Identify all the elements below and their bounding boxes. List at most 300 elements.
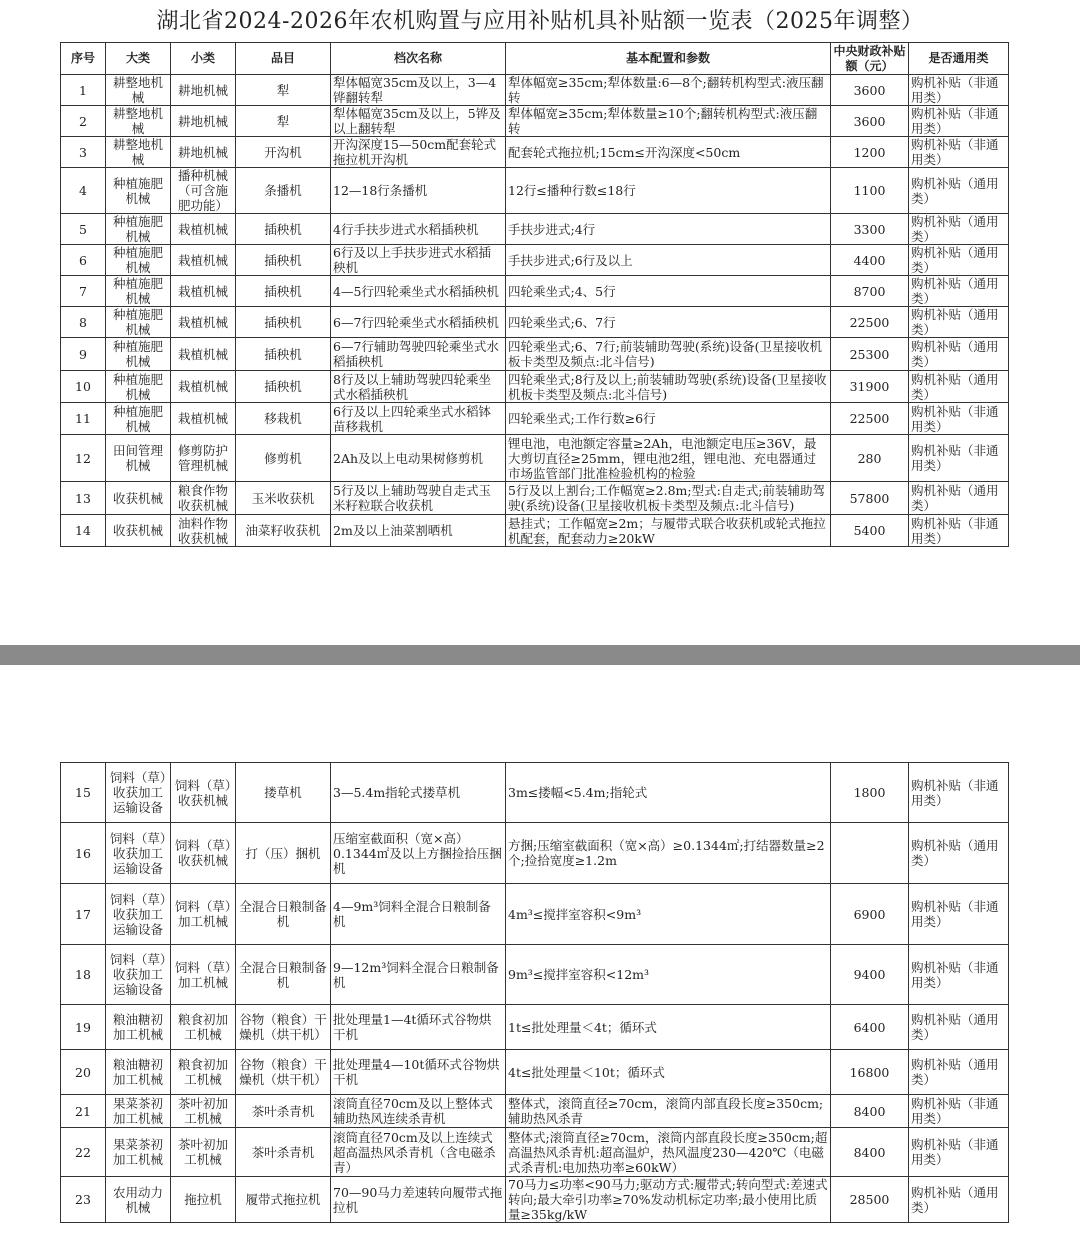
row-number: 23: [75, 1192, 91, 1207]
row-number-cell: [61, 1095, 106, 1128]
subsidy-table-page-1: [60, 42, 1009, 547]
subcategory: 茶叶初加工机械: [177, 1096, 228, 1126]
grade-name-cell: [331, 482, 506, 515]
header-cell: 基本配置和参数: [506, 43, 831, 75]
subsidy-amount-cell: [831, 884, 909, 945]
grade-name-cell: [331, 763, 506, 823]
general-type-cell: [909, 435, 1009, 482]
grade-name-cell: [331, 338, 506, 371]
grade-name: 批处理量1—4t循环式谷物烘干机: [333, 1012, 492, 1042]
general-type: 购机补贴（非通用类）: [911, 1137, 999, 1167]
configuration: 4t≤批处理量＜10t；循环式: [508, 1064, 665, 1080]
item-cell: [236, 75, 331, 106]
grade-name: 犁体幅宽35cm及以上，3—4铧翻转犁: [333, 75, 497, 105]
category: 粮油糖初加工机械: [112, 1012, 163, 1042]
grade-name: 4—9m³饲料全混合日粮制备机: [333, 899, 491, 929]
general-type-cell: [909, 371, 1009, 403]
subcategory: 栽植机械: [177, 221, 228, 237]
item-cell: [236, 945, 331, 1005]
header-cell: 档次名称: [331, 43, 506, 75]
item: 打（压）捆机: [245, 845, 321, 861]
subsidy-amount-cell: [831, 338, 909, 371]
subsidy-amount-cell: [831, 307, 909, 338]
item: 插秧机: [264, 252, 302, 268]
item: 全混合日粮制备机: [239, 899, 327, 929]
configuration: 3m≤搂幅<5.4m;指轮式: [508, 785, 648, 800]
table-row: [61, 482, 1009, 515]
row-number-cell: [61, 214, 106, 245]
table-row: [61, 137, 1009, 168]
configuration-cell: [506, 482, 831, 515]
subcategory: 栽植机械: [177, 411, 228, 426]
subsidy-amount: 6900: [853, 906, 886, 922]
item-cell: [236, 823, 331, 884]
row-number-cell: [61, 338, 106, 371]
configuration: 四轮乘坐式;6、7行;前装辅助驾驶(系统)设备(卫星接收机板卡类型及频点:北斗信号): [508, 339, 822, 369]
subcategory-cell: [171, 763, 236, 823]
subsidy-amount: 22500: [849, 314, 890, 330]
subcategory: 播种机械（可含施肥功能）: [177, 168, 228, 213]
subsidy-amount: 31900: [849, 379, 890, 394]
subsidy-amount-cell: [831, 1050, 909, 1095]
row-number-cell: [61, 435, 106, 482]
category: 种植施肥机械: [112, 307, 163, 337]
row-number: 15: [75, 785, 91, 800]
table-row: [61, 435, 1009, 482]
general-type-cell: [909, 884, 1009, 945]
configuration-cell: [506, 137, 831, 168]
configuration: 70马力≤功率<90马力;驱动方式:履带式;转向型式:差速式转向;最大牵引功率≥70%发动机标定功率;最小使用比质量≥35kg/kW: [508, 1177, 828, 1222]
item-cell: [236, 435, 331, 482]
item-cell: [236, 137, 331, 168]
page-title: 湖北省2024-2026年农机购置与应用补贴机具补贴额一览表（2025年调整）: [156, 9, 924, 34]
item-cell: [236, 1005, 331, 1050]
table-row: [61, 307, 1009, 338]
configuration-cell: [506, 763, 831, 823]
grade-name-cell: [331, 1128, 506, 1177]
subcategory: 粮食作物收获机械: [177, 483, 228, 513]
subcategory: 修剪防护管理机械: [177, 443, 228, 473]
configuration: 犁体幅宽≥35cm;犁体数量≥10个;翻转机构型式:液压翻转: [508, 106, 818, 136]
configuration: 四轮乘坐式;工作行数≥6行: [508, 411, 656, 426]
row-number-cell: [61, 945, 106, 1005]
configuration: 方捆;压缩室截面积（宽×高）≥0.1344㎡;打结器数量≥2个;捡拾宽度≥1.2m: [508, 838, 825, 868]
configuration-cell: [506, 1095, 831, 1128]
subcategory-cell: [171, 214, 236, 245]
subcategory-cell: [171, 371, 236, 403]
category: 果菜茶初加工机械: [112, 1096, 163, 1126]
subsidy-amount-cell: [831, 515, 909, 547]
subcategory-cell: [171, 75, 236, 106]
category-cell: [106, 403, 171, 435]
item: 犁: [276, 113, 290, 129]
row-number-cell: [61, 403, 106, 435]
table-row: [61, 1095, 1009, 1128]
category-cell: [106, 515, 171, 547]
subsidy-amount-cell: [831, 403, 909, 435]
row-number-cell: [61, 106, 106, 137]
grade-name: 4行手扶步进式水稻插秧机: [333, 221, 479, 237]
category-cell: [106, 435, 171, 482]
item-cell: [236, 338, 331, 371]
general-type-cell: [909, 307, 1009, 338]
configuration-cell: [506, 307, 831, 338]
general-type-cell: [909, 106, 1009, 137]
category: 耕整地机械: [112, 75, 163, 105]
general-type-cell: [909, 482, 1009, 515]
configuration-cell: [506, 884, 831, 945]
item: 插秧机: [264, 314, 302, 330]
subsidy-amount: 3600: [853, 113, 886, 129]
subsidy-amount-cell: [831, 245, 909, 276]
category: 果菜茶初加工机械: [112, 1137, 163, 1167]
subcategory-cell: [171, 403, 236, 435]
grade-name-cell: [331, 371, 506, 403]
general-type: 购机补贴（通用类）: [911, 838, 999, 868]
grade-name: 滚筒直径70cm及以上整体式辅助热风连续杀青机: [333, 1096, 493, 1126]
category: 粮油糖初加工机械: [112, 1057, 163, 1087]
category: 种植施肥机械: [112, 339, 163, 369]
row-number-cell: [61, 763, 106, 823]
row-number: 16: [75, 845, 91, 861]
subcategory: 耕地机械: [177, 144, 228, 160]
grade-name: 12—18行条播机: [333, 183, 428, 198]
item-cell: [236, 168, 331, 214]
item: 谷物（粮食）干燥机（烘干机）: [239, 1057, 327, 1087]
item: 谷物（粮食）干燥机（烘干机）: [239, 1012, 327, 1042]
item: 开沟机: [264, 144, 302, 160]
subcategory: 饲料（草）收获机械: [174, 838, 232, 868]
configuration: 5行及以上割台;工作幅宽≥2.8m;型式:自走式;前装辅助驾驶(系统)设备(卫星接收机板卡类型及频点:北斗信号): [508, 483, 826, 513]
row-number: 10: [75, 379, 91, 394]
category: 饲料（草）收获加工运输设备: [109, 830, 167, 876]
subsidy-amount-cell: [831, 75, 909, 106]
subcategory-cell: [171, 945, 236, 1005]
row-number: 13: [75, 490, 91, 506]
item: 条播机: [264, 183, 302, 198]
general-type: 购机补贴（非通用类）: [911, 899, 999, 929]
item: 插秧机: [264, 283, 302, 299]
category: 收获机械: [112, 490, 163, 506]
grade-name: 6—7行辅助驾驶四轮乘坐式水稻插秧机: [333, 339, 499, 369]
row-number: 3: [79, 144, 87, 160]
table-row: [61, 245, 1009, 276]
subcategory: 耕地机械: [177, 113, 228, 129]
subsidy-amount-cell: [831, 945, 909, 1005]
item: 犁: [276, 82, 290, 98]
table-row: [61, 1128, 1009, 1177]
subsidy-amount-cell: [831, 763, 909, 823]
header-cell: 序号: [61, 43, 106, 75]
grade-name-cell: [331, 307, 506, 338]
item-cell: [236, 482, 331, 515]
table-row: [61, 1005, 1009, 1050]
item-cell: [236, 1095, 331, 1128]
subcategory: 油料作物收获机械: [177, 515, 228, 546]
table-row: [61, 75, 1009, 106]
configuration: 12行≤播种行数≤18行: [508, 183, 636, 198]
subsidy-amount-cell: [831, 106, 909, 137]
subcategory-cell: [171, 1005, 236, 1050]
subsidy-amount-cell: [831, 371, 909, 403]
item: 履带式拖拉机: [245, 1192, 321, 1207]
item: 油菜籽收获机: [245, 523, 321, 538]
subsidy-amount: 16800: [849, 1064, 890, 1080]
row-number: 7: [79, 283, 87, 299]
category-cell: [106, 371, 171, 403]
header-cell: 大类: [106, 43, 171, 75]
subcategory-cell: [171, 884, 236, 945]
subsidy-amount-cell: [831, 482, 909, 515]
general-type: 购机补贴（非通用类）: [911, 777, 999, 808]
category-cell: [106, 75, 171, 106]
row-number-cell: [61, 168, 106, 214]
subsidy-amount: 57800: [849, 490, 890, 506]
grade-name-cell: [331, 435, 506, 482]
category: 种植施肥机械: [112, 214, 163, 244]
general-type: 购机补贴（非通用类）: [911, 137, 999, 167]
subcategory: 栽植机械: [177, 252, 228, 268]
general-type-cell: [909, 276, 1009, 307]
general-type: 购机补贴（通用类）: [911, 276, 999, 306]
item: 茶叶杀青机: [251, 1144, 315, 1160]
subsidy-amount-cell: [831, 137, 909, 168]
general-type-cell: [909, 137, 1009, 168]
general-type-cell: [909, 1128, 1009, 1177]
subsidy-amount: 1800: [853, 785, 886, 800]
grade-name-cell: [331, 823, 506, 884]
item-cell: [236, 371, 331, 403]
general-type-cell: [909, 823, 1009, 884]
configuration-cell: [506, 1128, 831, 1177]
category: 农用动力机械: [112, 1184, 163, 1215]
grade-name-cell: [331, 214, 506, 245]
grade-name: 3—5.4m指轮式搂草机: [333, 785, 461, 800]
row-number-cell: [61, 1050, 106, 1095]
grade-name-cell: [331, 1005, 506, 1050]
category: 耕整地机械: [112, 137, 163, 167]
general-type: 购机补贴（非通用类）: [911, 1096, 999, 1126]
subsidy-table-page-2: [60, 762, 1009, 1223]
grade-name: 70—90马力差速转向履带式拖拉机: [333, 1184, 503, 1215]
subsidy-amount-cell: [831, 1177, 909, 1223]
subsidy-amount: 3600: [853, 82, 886, 98]
category: 种植施肥机械: [112, 371, 163, 402]
row-number-cell: [61, 75, 106, 106]
grade-name: 滚筒直径70cm及以上连续式超高温热风杀青机（含电磁杀青）: [333, 1129, 496, 1175]
configuration-cell: [506, 823, 831, 884]
grade-name: 压缩室截面积（宽×高）0.1344㎡及以上方捆捡拾压捆机: [333, 830, 502, 876]
category-cell: [106, 245, 171, 276]
subcategory-cell: [171, 435, 236, 482]
configuration: 整体式，滚筒直径≥70cm，滚筒内部直段长度≥350cm;辅助热风杀青: [508, 1096, 824, 1126]
category: 收获机械: [112, 523, 163, 538]
category-cell: [106, 1050, 171, 1095]
subsidy-amount-cell: [831, 1128, 909, 1177]
grade-name-cell: [331, 1177, 506, 1223]
item: 玉米收获机: [251, 490, 315, 506]
row-number-cell: [61, 1005, 106, 1050]
subcategory: 栽植机械: [177, 283, 228, 299]
item-cell: [236, 763, 331, 823]
table-row: [61, 403, 1009, 435]
category: 种植施肥机械: [112, 276, 163, 306]
table-row: [61, 214, 1009, 245]
configuration: 四轮乘坐式;6、7行: [508, 314, 616, 330]
configuration: 四轮乘坐式;8行及以上;前装辅助驾驶(系统)设备(卫星接收机板卡类型及频点:北斗信号): [508, 371, 827, 402]
subcategory-cell: [171, 482, 236, 515]
general-type: 购机补贴（通用类）: [911, 1012, 999, 1042]
grade-name: 6行及以上手扶步进式水稻插秧机: [333, 245, 491, 275]
subcategory-cell: [171, 245, 236, 276]
general-type-cell: [909, 945, 1009, 1005]
configuration: 手扶步进式;6行及以上: [508, 252, 633, 268]
general-type: 购机补贴（非通用类）: [911, 75, 999, 105]
table-row: [61, 168, 1009, 214]
row-number: 22: [75, 1144, 91, 1160]
configuration: 1t≤批处理量＜4t；循环式: [508, 1019, 657, 1035]
configuration-cell: [506, 1177, 831, 1223]
configuration: 悬挂式；工作幅宽≥2m；与履带式联合收获机或轮式拖拉机配套，配套动力≥20kW: [508, 515, 826, 546]
row-number: 20: [75, 1064, 91, 1080]
page-separator: [0, 645, 1080, 665]
category-cell: [106, 482, 171, 515]
grade-name: 犁体幅宽35cm及以上，5铧及以上翻转犁: [333, 106, 501, 136]
table-row: [61, 1050, 1009, 1095]
subsidy-amount-cell: [831, 823, 909, 884]
configuration-cell: [506, 338, 831, 371]
subcategory-cell: [171, 106, 236, 137]
row-number: 17: [75, 906, 91, 922]
subcategory: 栽植机械: [177, 346, 228, 362]
subsidy-amount: 25300: [849, 346, 890, 362]
general-type: 购机补贴（通用类）: [911, 245, 999, 275]
general-type-cell: [909, 763, 1009, 823]
category: 种植施肥机械: [112, 175, 163, 206]
category-cell: [106, 106, 171, 137]
subcategory-cell: [171, 168, 236, 214]
category-cell: [106, 276, 171, 307]
subsidy-amount-cell: [831, 168, 909, 214]
configuration-cell: [506, 945, 831, 1005]
table-row: [61, 1177, 1009, 1223]
configuration-cell: [506, 168, 831, 214]
configuration: 9m³≤搅拌室容积<12m³: [508, 967, 650, 982]
row-number-cell: [61, 884, 106, 945]
category-cell: [106, 1095, 171, 1128]
grade-name: 6—7行四轮乘坐式水稻插秧机: [333, 314, 499, 330]
subsidy-amount: 4400: [853, 252, 886, 268]
category-cell: [106, 338, 171, 371]
table-row: [61, 763, 1009, 823]
row-number: 2: [79, 113, 87, 129]
grade-name-cell: [331, 945, 506, 1005]
subcategory: 粮食初加工机械: [177, 1012, 228, 1042]
row-number: 18: [75, 967, 91, 982]
header-cell: 小类: [171, 43, 236, 75]
configuration-cell: [506, 276, 831, 307]
configuration-cell: [506, 515, 831, 547]
subsidy-amount-cell: [831, 435, 909, 482]
subcategory: 栽植机械: [177, 379, 228, 394]
item: 全混合日粮制备机: [239, 959, 327, 990]
item: 修剪机: [264, 450, 302, 466]
item: 搂草机: [264, 785, 302, 800]
item-cell: [236, 214, 331, 245]
subsidy-amount-cell: [831, 1005, 909, 1050]
category: 耕整地机械: [112, 106, 163, 136]
category: 饲料（草）收获加工运输设备: [109, 770, 167, 815]
table-row: [61, 823, 1009, 884]
subcategory-cell: [171, 823, 236, 884]
general-type: 购机补贴（非通用类）: [911, 106, 999, 136]
category-cell: [106, 763, 171, 823]
general-type-cell: [909, 245, 1009, 276]
general-type: 购机补贴（通用类）: [911, 371, 999, 402]
subcategory: 拖拉机: [184, 1192, 222, 1207]
subcategory-cell: [171, 338, 236, 371]
grade-name: 开沟深度15—50cm配套轮式拖拉机开沟机: [333, 137, 497, 167]
grade-name: 批处理量4—10t循环式谷物烘干机: [333, 1057, 500, 1087]
row-number-cell: [61, 1128, 106, 1177]
category: 田间管理机械: [112, 443, 163, 473]
subsidy-amount: 3300: [853, 221, 886, 237]
subcategory: 饲料（草）加工机械: [174, 959, 232, 990]
configuration-cell: [506, 371, 831, 403]
general-type-cell: [909, 168, 1009, 214]
general-type: 购机补贴（通用类）: [911, 1184, 999, 1215]
item-cell: [236, 515, 331, 547]
header-cell: 中央财政补贴额（元）: [831, 43, 909, 75]
subsidy-amount: 1200: [853, 144, 886, 160]
item: 插秧机: [264, 379, 302, 394]
category-cell: [106, 823, 171, 884]
grade-name-cell: [331, 1050, 506, 1095]
item-cell: [236, 1128, 331, 1177]
subcategory-cell: [171, 137, 236, 168]
subsidy-amount: 9400: [853, 967, 886, 982]
configuration: 4m³≤搅拌室容积<9m³: [508, 906, 642, 922]
general-type: 购机补贴（通用类）: [911, 175, 999, 206]
grade-name: 8行及以上辅助驾驶四轮乘坐式水稻插秧机: [333, 371, 491, 402]
table-row: [61, 884, 1009, 945]
grade-name: 9—12m³饲料全混合日粮制备机: [333, 959, 499, 990]
row-number: 9: [79, 346, 87, 362]
general-type-cell: [909, 1177, 1009, 1223]
subcategory: 茶叶初加工机械: [177, 1137, 228, 1167]
row-number: 21: [75, 1103, 91, 1119]
subcategory-cell: [171, 307, 236, 338]
general-type: 购机补贴（通用类）: [911, 214, 999, 244]
item-cell: [236, 1050, 331, 1095]
item-cell: [236, 245, 331, 276]
item-cell: [236, 307, 331, 338]
general-type: 购机补贴（非通用类）: [911, 515, 999, 546]
grade-name: 2m及以上油菜割晒机: [333, 523, 453, 538]
general-type: 购机补贴（非通用类）: [911, 403, 999, 434]
subsidy-amount: 5400: [853, 523, 886, 538]
row-number-cell: [61, 245, 106, 276]
header-row: [61, 43, 1009, 75]
row-number: 6: [79, 252, 87, 268]
row-number-cell: [61, 1177, 106, 1223]
item-cell: [236, 276, 331, 307]
item: 插秧机: [264, 346, 302, 362]
general-type: 购机补贴（通用类）: [911, 339, 999, 369]
category-cell: [106, 1128, 171, 1177]
subcategory-cell: [171, 276, 236, 307]
configuration-cell: [506, 214, 831, 245]
